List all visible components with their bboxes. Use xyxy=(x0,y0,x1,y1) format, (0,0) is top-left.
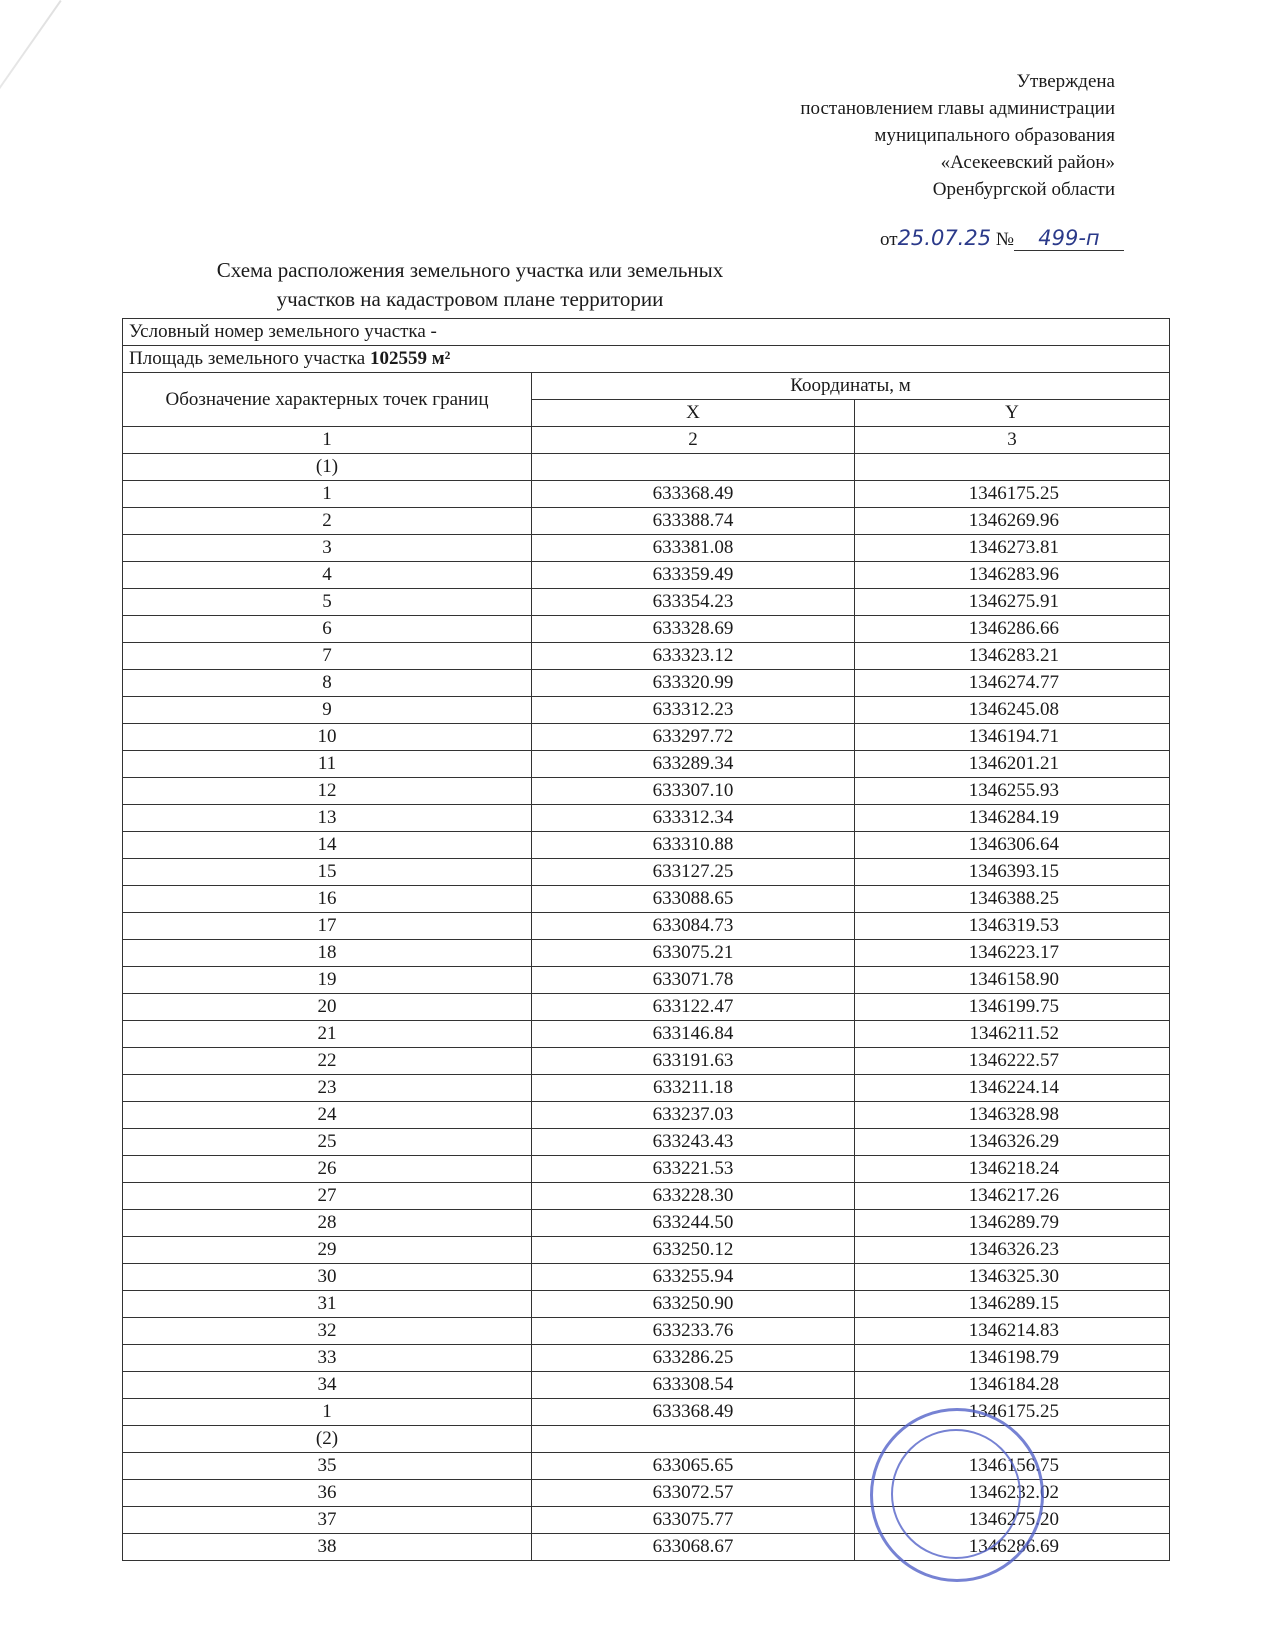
table-row xyxy=(123,805,1170,832)
approval-line: «Асекеевский район» xyxy=(940,152,1115,173)
y-coordinate-cell: 1346214.83 xyxy=(855,1318,1170,1345)
point-cell: 3 xyxy=(123,535,532,562)
table-row xyxy=(123,1372,1170,1399)
header-y: Y xyxy=(855,400,1170,427)
x-coordinate-cell: 633228.30 xyxy=(532,1183,855,1210)
table-row xyxy=(123,913,1170,940)
y-coordinate-cell: 1346156.75 xyxy=(855,1453,1170,1480)
point-cell: 10 xyxy=(123,724,532,751)
point-cell: 35 xyxy=(123,1453,532,1480)
stamp-inner-ring xyxy=(891,1429,1021,1559)
point-cell: 22 xyxy=(123,1048,532,1075)
point-cell: 38 xyxy=(123,1534,532,1561)
point-cell: 37 xyxy=(123,1507,532,1534)
x-coordinate-cell: 633068.67 xyxy=(532,1534,855,1561)
y-coordinate-cell: 1346201.21 xyxy=(855,751,1170,778)
y-coordinate-cell: 1346326.23 xyxy=(855,1237,1170,1264)
scan-artifact-line xyxy=(0,0,62,206)
table-row xyxy=(123,508,1170,535)
y-coordinate-cell: 1346283.96 xyxy=(855,562,1170,589)
header-x: X xyxy=(532,400,855,427)
x-coordinate-cell: 633221.53 xyxy=(532,1156,855,1183)
area-label: Площадь земельного участка xyxy=(129,348,366,369)
y-coordinate-cell: 1346283.21 xyxy=(855,643,1170,670)
point-cell: 8 xyxy=(123,670,532,697)
point-cell: 12 xyxy=(123,778,532,805)
point-cell: 28 xyxy=(123,1210,532,1237)
y-coordinate-cell: 1346199.75 xyxy=(855,994,1170,1021)
y-coordinate-cell: 1346289.79 xyxy=(855,1210,1170,1237)
y-coordinate-cell: 1346224.14 xyxy=(855,1075,1170,1102)
y-coordinate-cell: 1346319.53 xyxy=(855,913,1170,940)
x-coordinate-cell: 633122.47 xyxy=(532,994,855,1021)
point-cell: 2 xyxy=(123,508,532,535)
table-row xyxy=(123,1102,1170,1129)
table-row xyxy=(123,616,1170,643)
point-cell: 6 xyxy=(123,616,532,643)
point-cell: 5 xyxy=(123,589,532,616)
number-prefix: № xyxy=(995,229,1014,250)
date-prefix: от xyxy=(880,229,898,250)
approval-line: Утверждена xyxy=(1016,71,1115,92)
x-coordinate-cell: 633307.10 xyxy=(532,778,855,805)
table-row xyxy=(123,940,1170,967)
conditional-number-cell: Условный номер земельного участка - xyxy=(123,319,1170,346)
point-cell: 31 xyxy=(123,1291,532,1318)
point-cell: 26 xyxy=(123,1156,532,1183)
header-points: Обозначение характерных точек границ xyxy=(123,373,532,427)
y-coordinate-cell: 1346158.90 xyxy=(855,967,1170,994)
y-coordinate-cell: 1346255.93 xyxy=(855,778,1170,805)
y-coordinate-cell: 1346232.02 xyxy=(855,1480,1170,1507)
y-coordinate-cell: 1346306.64 xyxy=(855,832,1170,859)
x-coordinate-cell: 633308.54 xyxy=(532,1372,855,1399)
table-row xyxy=(123,1291,1170,1318)
point-cell: 24 xyxy=(123,1102,532,1129)
y-coordinate-cell: 1346275.20 xyxy=(855,1507,1170,1534)
y-coordinate-cell xyxy=(855,454,1170,481)
x-coordinate-cell: 633320.99 xyxy=(532,670,855,697)
table-row xyxy=(123,1399,1170,1426)
y-coordinate-cell: 1346175.25 xyxy=(855,481,1170,508)
y-coordinate-cell: 1346328.98 xyxy=(855,1102,1170,1129)
header-coordinates: Координаты, м xyxy=(532,373,1170,400)
x-coordinate-cell: 633244.50 xyxy=(532,1210,855,1237)
point-cell: (2) xyxy=(123,1426,532,1453)
approval-line: муниципального образования xyxy=(874,125,1115,146)
point-cell: 29 xyxy=(123,1237,532,1264)
point-cell: 14 xyxy=(123,832,532,859)
table-row xyxy=(123,643,1170,670)
point-cell: 33 xyxy=(123,1345,532,1372)
point-cell: 23 xyxy=(123,1075,532,1102)
y-coordinate-cell: 1346289.15 xyxy=(855,1291,1170,1318)
approval-block xyxy=(800,68,1115,203)
y-coordinate-cell: 1346245.08 xyxy=(855,697,1170,724)
x-coordinate-cell: 633255.94 xyxy=(532,1264,855,1291)
y-coordinate-cell: 1346388.25 xyxy=(855,886,1170,913)
y-coordinate-cell: 1346211.52 xyxy=(855,1021,1170,1048)
y-coordinate-cell: 1346269.96 xyxy=(855,508,1170,535)
x-coordinate-cell: 633323.12 xyxy=(532,643,855,670)
point-cell: 21 xyxy=(123,1021,532,1048)
table-row xyxy=(123,670,1170,697)
x-coordinate-cell: 633388.74 xyxy=(532,508,855,535)
x-coordinate-cell: 633250.90 xyxy=(532,1291,855,1318)
point-cell: 16 xyxy=(123,886,532,913)
point-cell: 25 xyxy=(123,1129,532,1156)
table-row xyxy=(123,697,1170,724)
x-coordinate-cell: 633075.21 xyxy=(532,940,855,967)
area-cell xyxy=(123,346,1170,373)
column-number: 3 xyxy=(855,427,1170,454)
y-coordinate-cell: 1346286.69 xyxy=(855,1534,1170,1561)
point-cell: 19 xyxy=(123,967,532,994)
point-cell: 18 xyxy=(123,940,532,967)
handwritten-date: 25.07.25 xyxy=(897,226,992,250)
x-coordinate-cell: 633146.84 xyxy=(532,1021,855,1048)
x-coordinate-cell: 633243.43 xyxy=(532,1129,855,1156)
table-row xyxy=(123,1183,1170,1210)
x-coordinate-cell: 633250.12 xyxy=(532,1237,855,1264)
y-coordinate-cell: 1346274.77 xyxy=(855,670,1170,697)
table-row xyxy=(123,1021,1170,1048)
y-coordinate-cell: 1346284.19 xyxy=(855,805,1170,832)
approval-date-line xyxy=(880,226,1124,251)
point-cell: 36 xyxy=(123,1480,532,1507)
title-line: Схема расположения земельного участка или земельных xyxy=(216,258,724,282)
table-body xyxy=(123,454,1170,1561)
x-coordinate-cell: 633088.65 xyxy=(532,886,855,913)
title-line: участков на кадастровом плане территории xyxy=(276,287,664,311)
x-coordinate-cell: 633065.65 xyxy=(532,1453,855,1480)
y-coordinate-cell: 1346198.79 xyxy=(855,1345,1170,1372)
column-number: 1 xyxy=(123,427,532,454)
table-row xyxy=(123,589,1170,616)
table-row xyxy=(123,1345,1170,1372)
x-coordinate-cell: 633328.69 xyxy=(532,616,855,643)
document-title xyxy=(150,256,790,314)
x-coordinate-cell: 633368.49 xyxy=(532,1399,855,1426)
table-row xyxy=(123,967,1170,994)
y-coordinate-cell: 1346286.66 xyxy=(855,616,1170,643)
table-row xyxy=(123,1075,1170,1102)
x-coordinate-cell: 633297.72 xyxy=(532,724,855,751)
table-row xyxy=(123,751,1170,778)
official-stamp-seal xyxy=(870,1408,1044,1582)
approval-line: постановлением главы администрации xyxy=(800,98,1115,119)
point-cell: 13 xyxy=(123,805,532,832)
point-cell: 27 xyxy=(123,1183,532,1210)
table-row xyxy=(123,832,1170,859)
table-row xyxy=(123,1318,1170,1345)
x-coordinate-cell: 633075.77 xyxy=(532,1507,855,1534)
point-cell: 11 xyxy=(123,751,532,778)
x-coordinate-cell: 633071.78 xyxy=(532,967,855,994)
coordinates-table xyxy=(122,318,1170,1561)
point-cell: (1) xyxy=(123,454,532,481)
x-coordinate-cell: 633310.88 xyxy=(532,832,855,859)
y-coordinate-cell: 1346218.24 xyxy=(855,1156,1170,1183)
table-row xyxy=(123,481,1170,508)
point-cell: 34 xyxy=(123,1372,532,1399)
point-cell: 30 xyxy=(123,1264,532,1291)
table-row xyxy=(123,1156,1170,1183)
approval-line: Оренбургской области xyxy=(932,179,1115,200)
x-coordinate-cell: 633354.23 xyxy=(532,589,855,616)
x-coordinate-cell: 633072.57 xyxy=(532,1480,855,1507)
table-row xyxy=(123,562,1170,589)
x-coordinate-cell: 633233.76 xyxy=(532,1318,855,1345)
x-coordinate-cell xyxy=(532,454,855,481)
x-coordinate-cell: 633237.03 xyxy=(532,1102,855,1129)
point-cell: 15 xyxy=(123,859,532,886)
x-coordinate-cell: 633191.63 xyxy=(532,1048,855,1075)
table-row xyxy=(123,886,1170,913)
y-coordinate-cell: 1346175.25 xyxy=(855,1399,1170,1426)
y-coordinate-cell: 1346325.30 xyxy=(855,1264,1170,1291)
y-coordinate-cell: 1346222.57 xyxy=(855,1048,1170,1075)
x-coordinate-cell: 633084.73 xyxy=(532,913,855,940)
table-row xyxy=(123,1264,1170,1291)
table-row xyxy=(123,859,1170,886)
table-row xyxy=(123,535,1170,562)
y-coordinate-cell: 1346326.29 xyxy=(855,1129,1170,1156)
x-coordinate-cell: 633127.25 xyxy=(532,859,855,886)
table-row xyxy=(123,454,1170,481)
x-coordinate-cell: 633381.08 xyxy=(532,535,855,562)
x-coordinate-cell: 633289.34 xyxy=(532,751,855,778)
point-cell: 1 xyxy=(123,1399,532,1426)
y-coordinate-cell: 1346194.71 xyxy=(855,724,1170,751)
area-value: 102559 м² xyxy=(369,348,451,369)
table-row xyxy=(123,1048,1170,1075)
x-coordinate-cell xyxy=(532,1426,855,1453)
y-coordinate-cell: 1346273.81 xyxy=(855,535,1170,562)
column-number: 2 xyxy=(532,427,855,454)
x-coordinate-cell: 633286.25 xyxy=(532,1345,855,1372)
point-cell: 1 xyxy=(123,481,532,508)
y-coordinate-cell: 1346184.28 xyxy=(855,1372,1170,1399)
table-row xyxy=(123,994,1170,1021)
point-cell: 32 xyxy=(123,1318,532,1345)
point-cell: 17 xyxy=(123,913,532,940)
table-row xyxy=(123,1129,1170,1156)
x-coordinate-cell: 633211.18 xyxy=(532,1075,855,1102)
point-cell: 4 xyxy=(123,562,532,589)
x-coordinate-cell: 633312.23 xyxy=(532,697,855,724)
handwritten-number: 499-п xyxy=(1014,226,1124,251)
point-cell: 20 xyxy=(123,994,532,1021)
x-coordinate-cell: 633359.49 xyxy=(532,562,855,589)
table-row xyxy=(123,724,1170,751)
x-coordinate-cell: 633368.49 xyxy=(532,481,855,508)
table-row xyxy=(123,778,1170,805)
point-cell: 7 xyxy=(123,643,532,670)
y-coordinate-cell: 1346393.15 xyxy=(855,859,1170,886)
table-row xyxy=(123,1210,1170,1237)
x-coordinate-cell: 633312.34 xyxy=(532,805,855,832)
table-row xyxy=(123,1237,1170,1264)
y-coordinate-cell: 1346223.17 xyxy=(855,940,1170,967)
y-coordinate-cell: 1346275.91 xyxy=(855,589,1170,616)
point-cell: 9 xyxy=(123,697,532,724)
y-coordinate-cell: 1346217.26 xyxy=(855,1183,1170,1210)
